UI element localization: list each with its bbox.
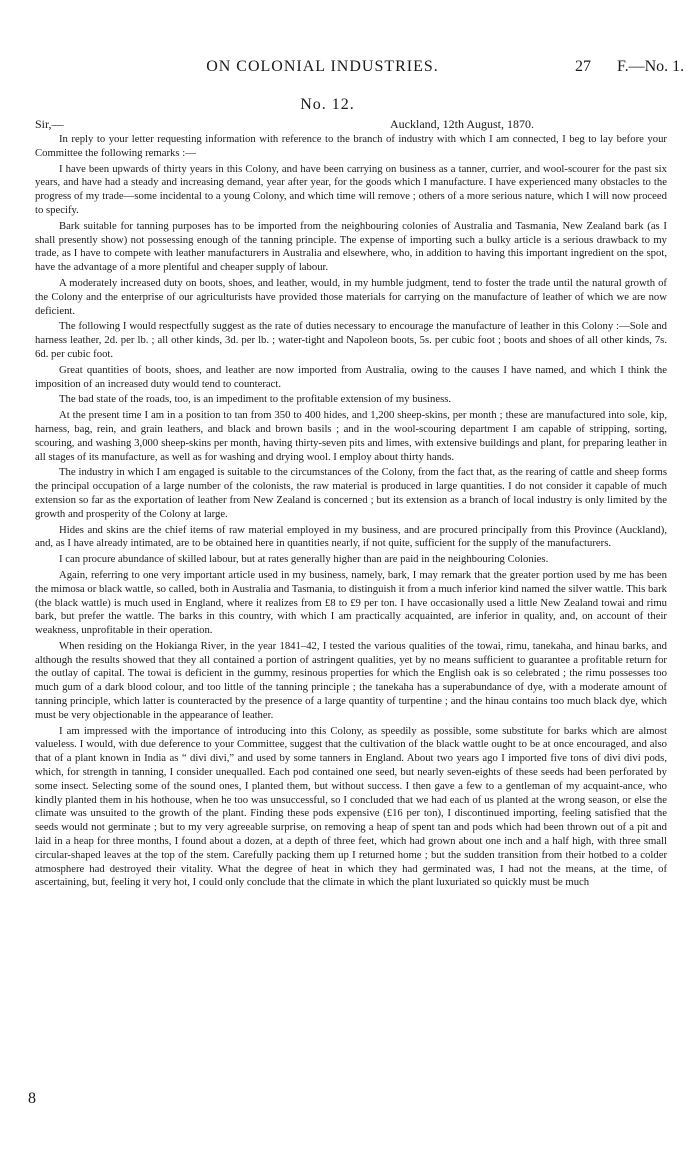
- printer-signature-mark: 8: [28, 1090, 36, 1107]
- paragraph: Hides and skins are the chief items of raw material employed in my business, and are procured principally from this Province (Auckland), and, as I have already intimated, are to be obtained here in quantities nearly, if not quite, sufficient for the supply of the manufacturers.: [35, 523, 667, 550]
- page-number: 27: [575, 58, 591, 75]
- letter-dateline: Auckland, 12th August, 1870.: [390, 117, 534, 131]
- paragraph: When residing on the Hokianga River, in the year 1841–42, I tested the various qualities of the towai, rimu, tanekaha, and hinau barks, and although the results showed that they all contained a portion of astringent qualities, yet by no means sufficient to guarantee a profitable return for the outlay of capital. The towai is deficient in the gummy, resinous properties for which the English oak is so celebrated ; the rimu possesses too much gum of a dark blood colour, and too little of the tanning principle ; the tanekaha has a superabundance of dye, with a moderate amount of tanning principle, which latter is counteracted by the presence of a large quantity of turpentine ; and the hinau contains too much black dye, which must be very objectionable in the appearance of leather.: [35, 639, 667, 721]
- letter-body: [35, 133, 667, 892]
- paragraph: Again, referring to one very important article used in my business, namely, bark, I may remark that the greater portion used by me has been the mimosa or black wattle, so called, both in Australia and Tasmania, to distinguish it from a much inferior kind named the silver wattle. This bark (the black wattle) is much used in England, where it realizes from £8 to £9 per ton. I have occasionally used a little New Zealand towai and rimu bark, but prefer the wattle. The barks in this country, with which I am practically acquainted, are inferior in quality, and, on account of their weakness, unprofitable in their operation.: [35, 568, 667, 637]
- paragraph: The industry in which I am engaged is suitable to the circumstances of the Colony, from the fact that, as the rearing of cattle and sheep forms the principal occupation of a large number of the colonists, the raw material is produced in large quantities. I do not consider it capable of much extension so far as the exportation of leather from New Zealand is concerned ; but its extension as a branch of local industry is only limited by the growth and prosperity of the Colony at large.: [35, 466, 667, 520]
- paragraph: At the present time I am in a position to tan from 350 to 400 hides, and 1,200 sheep-skins, per month ; these are manufactured into sole, kip, harness, bag, rein, and grain leathers, and black and brown basils ; and in the wool-scouring department I am capable of stripping, sorting, scouring, and washing 3,000 sheep-skins per month, having thirty-seven pits and limes, with extensive buildings and plant, for preparing leather in all stages of its manufacture, as well as for washing and drying wool. I employ about thirty hands.: [35, 409, 667, 463]
- paragraph: The bad state of the roads, too, is an impediment to the profitable extension of my business.: [59, 393, 452, 406]
- paragraph: I am impressed with the importance of introducing into this Colony, as speedily as possible, some substitute for barks which are almost valueless. I would, with due deference to your Committee, suggest that the cultivation of the black wattle ought to be at once encouraged, and also that of a plant known in India as “ divi divi,” and used by some tanners in England. About two years ago I imported five tons of divi divi pods, which, for strength in tanning, I consider unequalled. Each pod contained one seed, but nearly seven-eights of these seeds had been perforated by some insect. Selecting some of the sound ones, I planted them, but without success. I then gave a few to a gentleman of my acquaint-ance, who kindly planted them in his hothouse, when he too was unsuccessful, so I concluded that we had each of us planted at the wrong season, or else the climate was unsuited to the growth of the plant. Finding these pods expensive (£16 per ton), I discontinued importing, feeling satisfied that the seeds would not germinate ; but to my very agreeable surprise, on removing a heap of spent tan and pods which had been thrown out of a pit and laid in a heap for three months, I found about a dozen, at a depth of three feet, which had grown about one inch and a half high, with three small circular-shaped leaves at the top of the stem. Carefully packing them up I returned home ; but the sudden transition from their hotbed to a colder atmosphere had destroyed their vitality. What the degree of heat in which they had germinated was, I had not the means, at the time, of ascertaining, but, feeling it very hot, I could only conclude that the climate in which the plant luxuriated so quickly must be much: [35, 724, 667, 889]
- paragraph: Bark suitable for tanning purposes has to be imported from the neighbouring colonies of Australia and Tasmania, New Zealand bark (as I shall presently show) not possessing enough of the tanning principle. The expense of importing such a bulky article is a serious drawback to my trade, as I have to compete with leather manufacturers in Australia and elsewhere, who, in addition to having this important ingredient on the spot, have the advantage of a more plentiful and cheaper supply of labour.: [35, 219, 667, 274]
- paper-reference: F.—No. 1.: [617, 58, 685, 75]
- letter-number-heading: No. 12.: [300, 96, 355, 113]
- paragraph: The following I would respectfully suggest as the rate of duties necessary to encourage the manufacture of leather in this Colony :—Sole and harness leather, 2d. per lb. ; all other kinds, 3d. per lb. ; water-tight and Napoleon boots, 5s. per cubic foot ; boots and shoes of all other kinds, 7s. 6d. per cubic foot.: [35, 320, 667, 360]
- running-title: ON COLONIAL INDUSTRIES.: [206, 58, 439, 75]
- paragraph: A moderately increased duty on boots, shoes, and leather, would, in my humble judgment, tend to foster the trade until the natural growth of the Colony and the enterprise of our agriculturists have provided those materials for carrying on the manufacture of leather of which we are now deficient.: [35, 276, 667, 317]
- paragraph: Great quantities of boots, shoes, and leather are now imported from Australia, owing to the causes I have named, and which I think the imposition of an increased duty would tend to counteract.: [35, 363, 667, 390]
- paragraph: I have been upwards of thirty years in this Colony, and have been carrying on business as a tanner, currier, and wool-scourer for the past six years, and have had a steady and increasing demand, year after year, for the goods which I manufacture. I have experienced many obstacles to the progress of my trade—some incidental to a young Colony, and which time will remove ; others of a more serious nature, which I will now proceed to specify.: [35, 162, 667, 216]
- letter-salutation: Sir,—: [35, 117, 64, 131]
- paragraph: In reply to your letter requesting information with reference to the branch of industry with which I am connected, I beg to lay before your Committee the following remarks :—: [35, 133, 667, 159]
- paragraph: I can procure abundance of skilled labour, but at rates generally higher than are paid in the neighbouring Colonies.: [59, 553, 549, 566]
